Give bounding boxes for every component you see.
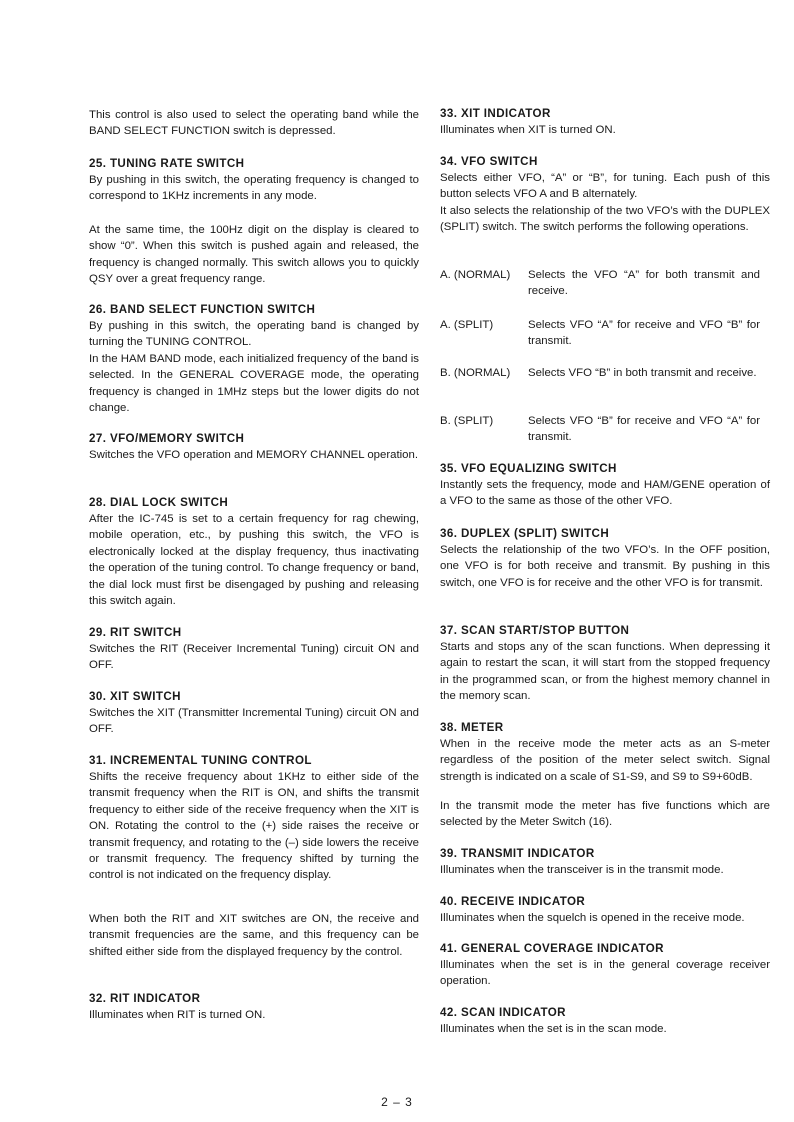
section-32 [89,991,419,1023]
section-25-paragraph-1: By pushing in this switch, the operating frequency is changed to correspond to 1KHz increments in any mode. [89,174,419,203]
section-28-title: 28. DIAL LOCK SWITCH [89,496,229,509]
vfo-mode-label: A. (SPLIT) [440,319,494,331]
section-26-paragraph-2: In the HAM BAND mode, each initialized frequency of the band is selected. In the GENERAL COVERAGE mode, the operating frequency is changed in 1MHz steps but the lower digits do not change. [89,352,419,415]
section-41 [440,941,770,990]
section-37-paragraph-1: Starts and stops any of the scan functions. When depressing it again to restart the scan, it will start from the stopped frequency in the programmed scan, or from the highest memory channel in the memory scan. [440,641,770,703]
section-29 [89,625,419,674]
section-31 [89,753,419,884]
page-number: 2 – 3 [381,1095,413,1109]
vfo-mode-description: Selects VFO “B” for receive and VFO “A” for transmit. [528,415,760,444]
section-41-title: 41. GENERAL COVERAGE INDICATOR [440,942,664,955]
section-30-title: 30. XIT SWITCH [89,690,181,703]
section-26-paragraph-1: By pushing in this switch, the operating band is changed by turning the TUNING CONTROL. [89,320,419,349]
section-33-title: 33. XIT INDICATOR [440,107,551,120]
section-27 [89,431,419,463]
section-25-continued [89,222,419,288]
section-29-paragraph-1: Switches the RIT (Receiver Incremental Tuning) circuit ON and OFF. [89,643,419,672]
section-25-paragraph-2: At the same time, the 100Hz digit on the display is cleared to show “0”. When this switch is pushed again and released, the frequency is changed normally. This switch allows you to quickly QSY over a great frequency range. [89,224,419,286]
section-31-paragraph-1: Shifts the receive frequency about 1KHz to either side of the transmit frequency when the RIT is ON, and shifts the transmit frequency to either side of the receive frequency when the XIT is ON. Rotating the control to the (+) side raises the receive or transmit frequency, and rotating to the (–) side lowers the receive or transmit frequency. The frequency shifted by turning the control is not indicated on the frequency display. [89,771,419,882]
intro-paragraph: This control is also used to select the operating band while the BAND SELECT FUNCTION switch is depressed. [89,109,419,138]
section-33-paragraph-1: Illuminates when XIT is turned ON. [440,124,616,136]
section-32-title: 32. RIT INDICATOR [89,992,201,1005]
section-38-continued [440,798,770,831]
section-31-continued [89,911,419,960]
section-39-title: 39. TRANSMIT INDICATOR [440,847,595,860]
vfo-mode-description: Selects VFO “B” in both transmit and receive. [528,367,757,379]
section-31-title: 31. INCREMENTAL TUNING CONTROL [89,754,312,767]
section-42-paragraph-1: Illuminates when the set is in the scan mode. [440,1023,667,1035]
section-39 [440,846,770,878]
section-30-paragraph-1: Switches the XIT (Transmitter Incremental Tuning) circuit ON and OFF. [89,707,419,736]
section-40 [440,894,770,926]
section-39-paragraph-1: Illuminates when the transceiver is in the transmit mode. [440,864,724,876]
section-41-paragraph-1: Illuminates when the set is in the general coverage receiver operation. [440,959,770,988]
section-40-title: 40. RECEIVE INDICATOR [440,895,586,908]
section-37-title: 37. SCAN START/STOP BUTTON [440,624,630,637]
section-40-paragraph-1: Illuminates when the squelch is opened in the receive mode. [440,912,745,924]
section-37 [440,623,770,705]
section-36-title: 36. DUPLEX (SPLIT) SWITCH [440,527,610,540]
section-27-paragraph-1: Switches the VFO operation and MEMORY CHANNEL operation. [89,449,419,461]
section-42-title: 42. SCAN INDICATOR [440,1006,566,1019]
section-38-paragraph-2: In the transmit mode the meter has five functions which are selected by the Meter Switch (16). [440,800,770,829]
section-33 [440,106,770,138]
section-35-title: 35. VFO EQUALIZING SWITCH [440,462,617,475]
section-34-paragraph-1: Selects either VFO, “A” or “B”, for tuning. Each push of this button selects VFO A and B alternately. [440,172,770,201]
section-34-paragraph-2: It also selects the relationship of the two VFO’s with the DUPLEX (SPLIT) switch. The switch performs the following operations. [440,204,770,234]
section-38-paragraph-1: When in the receive mode the meter acts as an S-meter regardless of the position of the meter select switch. Signal strength is indicated on a scale of S1-S9, and S9 to S9+60dB. [440,738,770,783]
section-30 [89,689,419,738]
vfo-mode-label: B. (SPLIT) [440,415,494,427]
vfo-mode-description: Selects the VFO “A” for both transmit and receive. [528,269,760,298]
section-28 [89,495,419,609]
section-38-title: 38. METER [440,721,504,734]
section-31-paragraph-2: When both the RIT and XIT switches are ON, the receive and transmit frequencies are the same, and this frequency can be shifted either side from the displayed frequency by the control. [89,913,419,958]
section-35-paragraph-1: Instantly sets the frequency, mode and HAM/GENE operation of a VFO to the same as those of the other VFO. [440,479,770,508]
section-42 [440,1005,770,1037]
intro-block [89,107,419,140]
section-38 [440,720,770,785]
section-29-title: 29. RIT SWITCH [89,626,182,639]
section-34-title: 34. VFO SWITCH [440,155,538,168]
section-34 [440,154,770,236]
section-36-paragraph-1: Selects the relationship of the two VFO’s. In the OFF position, one VFO is for both receive and transmit. By pushing in this switch, one VFO is for receive and the other VFO is for transmit. [440,544,770,589]
section-28-paragraph-1: After the IC-745 is set to a certain frequency for rag chewing, mobile operation, etc., by pushing this switch, the VFO is electronically locked at the display frequency, thus inactivating the operation of the tuning control. To change frequency or band, the dial lock must first be disengaged by pushing and releasing this switch again. [89,513,419,608]
section-26 [89,302,419,416]
vfo-mode-label: A. (NORMAL) [440,269,511,281]
section-26-title: 26. BAND SELECT FUNCTION SWITCH [89,303,316,316]
section-35 [440,461,770,510]
section-32-paragraph-1: Illuminates when RIT is turned ON. [89,1009,266,1021]
section-25 [89,156,419,205]
section-27-title: 27. VFO/MEMORY SWITCH [89,432,245,445]
section-25-title: 25. TUNING RATE SWITCH [89,157,245,170]
vfo-mode-description: Selects VFO “A” for receive and VFO “B” for transmit. [528,319,760,348]
section-36 [440,526,770,591]
vfo-mode-label: B. (NORMAL) [440,367,511,379]
